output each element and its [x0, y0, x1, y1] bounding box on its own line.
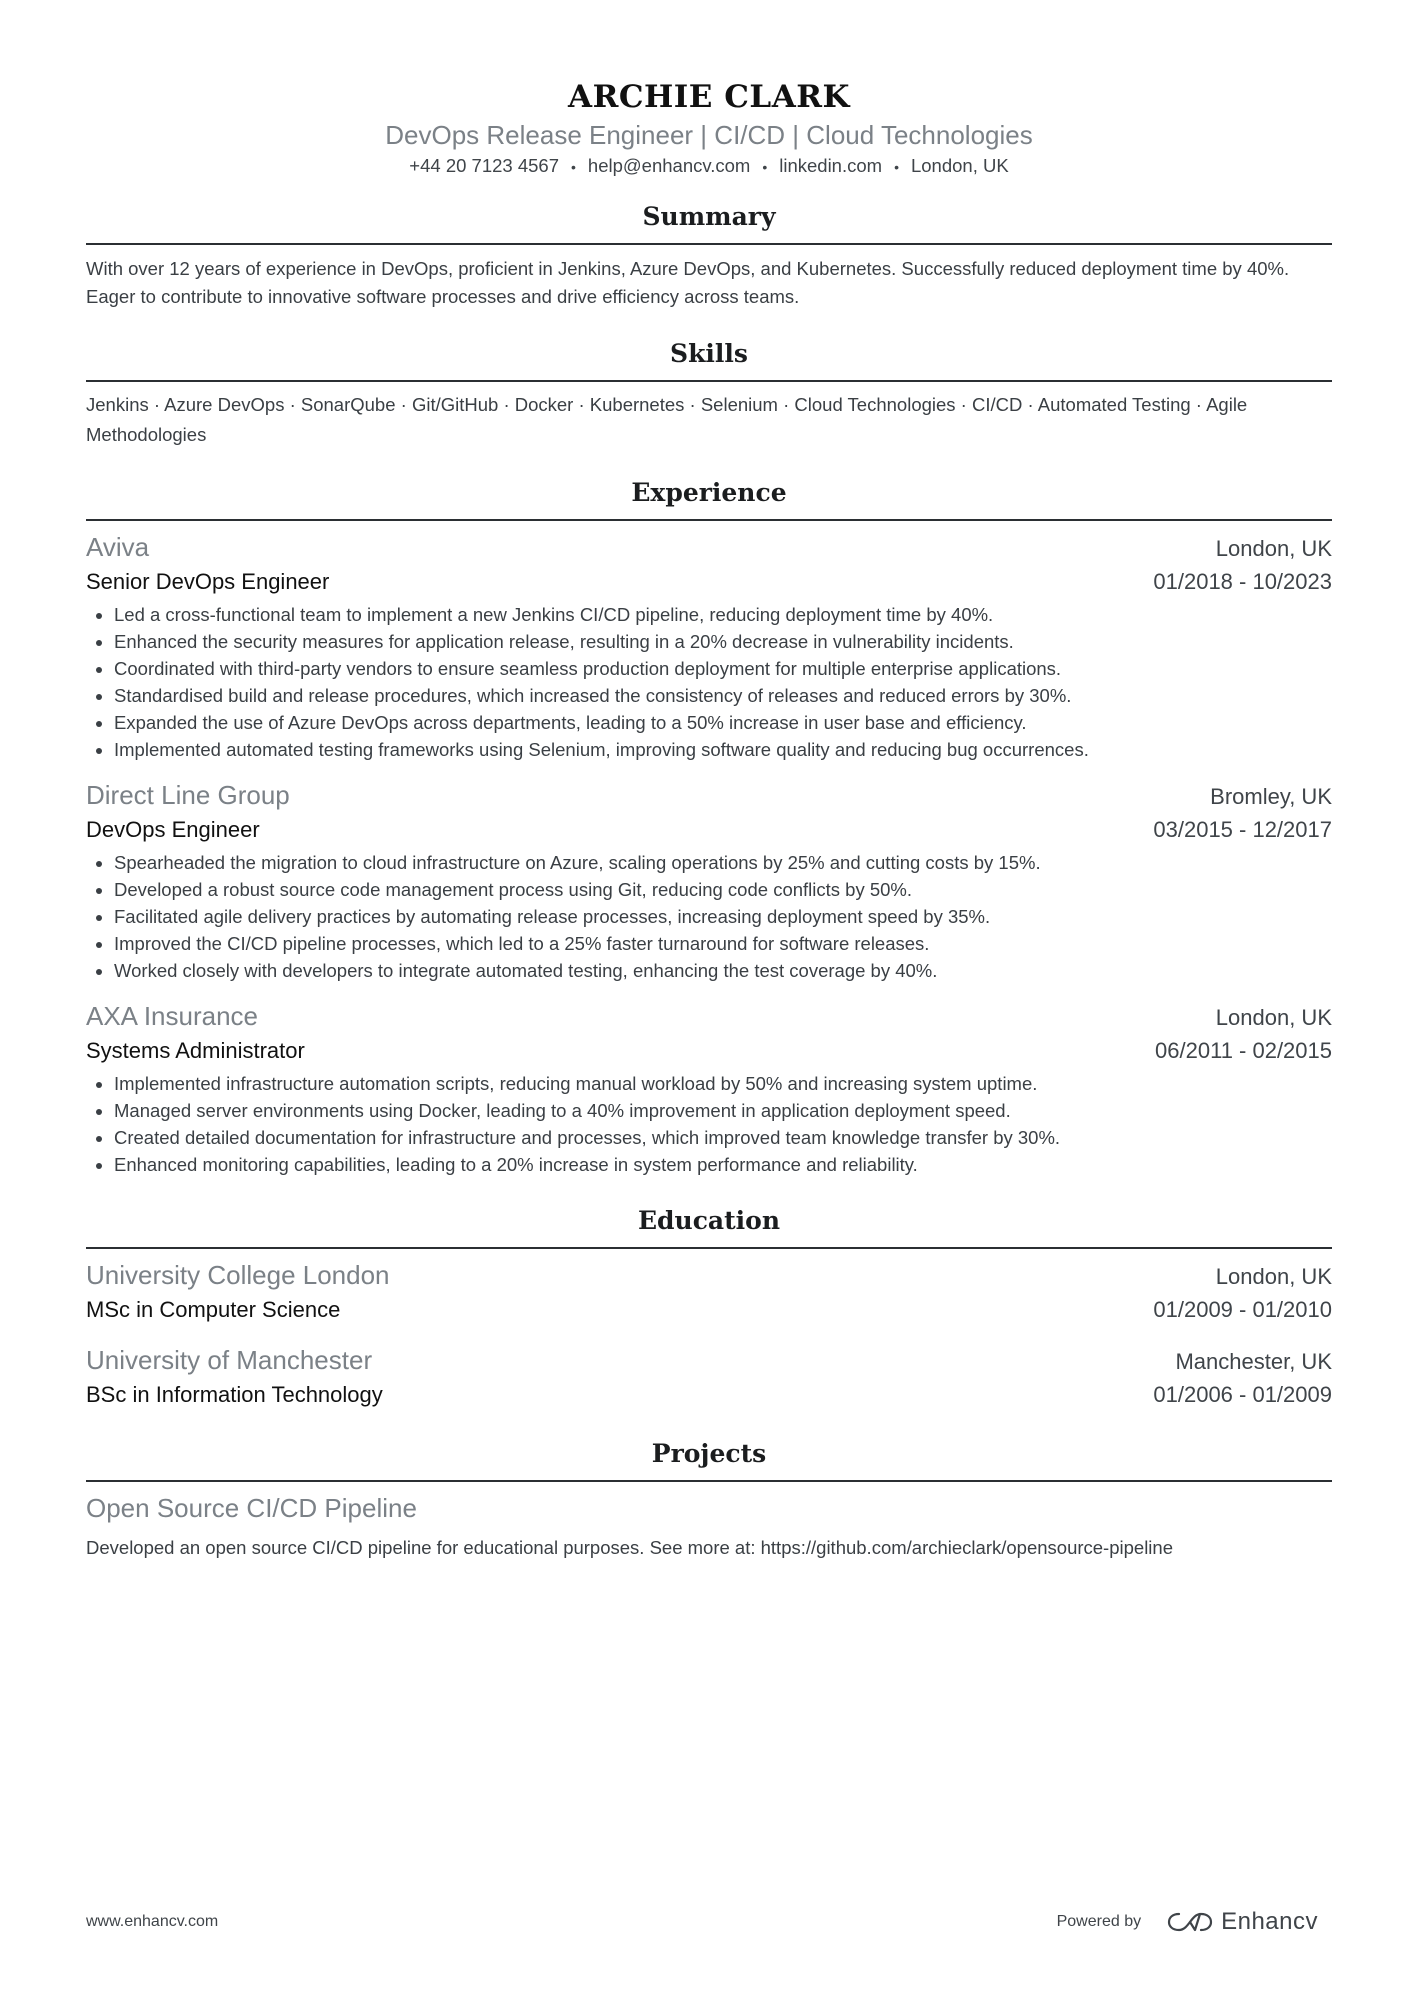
entry-dates: 01/2006 - 01/2009: [1153, 1382, 1332, 1408]
achievement-item: • Implemented automated testing frameworks using Selenium, improving software quality and reducing bug occurrences.: [114, 736, 1332, 763]
entry-location: London, UK: [1215, 1005, 1332, 1031]
candidate-name: ARCHIE CLARK: [568, 79, 850, 115]
school-name: University College London: [86, 1260, 390, 1291]
achievement-item: • Expanded the use of Azure DevOps across departments, leading to a 50% increase in user base and efficiency.: [114, 709, 1332, 736]
company-name: Direct Line Group: [86, 780, 290, 811]
degree-name: BSc in Information Technology: [86, 1382, 383, 1408]
skills-section: [86, 337, 1332, 450]
achievement-item: • Standardised build and release procedures, which increased the consistency of releases and reduced errors by 30%.: [114, 682, 1332, 709]
separator-dot: •: [894, 159, 899, 176]
phone-text: +44 20 7123 4567: [409, 155, 559, 176]
enhancv-brand[interactable]: [1167, 1908, 1318, 1936]
project-name: Open Source CI/CD Pipeline: [86, 1493, 417, 1524]
project-entry: [86, 1490, 1332, 1562]
email-link[interactable]: help@enhancv.com: [587, 155, 751, 176]
experience-section: [86, 476, 1332, 1178]
school-name: University of Manchester: [86, 1345, 373, 1376]
entry-role-row: [86, 1379, 1332, 1411]
experience-entry: [86, 529, 1332, 763]
footer-website-link[interactable]: www.enhancv.com: [86, 1913, 219, 1930]
location-text: London, UK: [910, 155, 1009, 176]
skills-text: Jenkins · Azure DevOps · SonarQube · Git/GitHub · Docker · Kubernetes · Selenium · Cloud Technologies · CI/CD · Automated Testing · Agile Methodologies: [86, 394, 1248, 446]
company-name: Aviva: [86, 532, 150, 563]
achievement-item: • Led a cross-functional team to implement a new Jenkins CI/CD pipeline, reducing deployment time by 40%.: [114, 601, 1332, 628]
entry-dates: 01/2018 - 10/2023: [1153, 569, 1332, 595]
education-section: [86, 1204, 1332, 1411]
entry-location: London, UK: [1215, 536, 1332, 562]
entry-header-row: [86, 1342, 1332, 1379]
section-title-skills: Skills: [86, 337, 1332, 382]
achievement-list: [86, 849, 1332, 984]
section-title-experience: Experience: [86, 476, 1332, 521]
achievement-item: • Facilitated agile delivery practices by automating release processes, increasing deployment speed by 35%.: [114, 903, 1332, 930]
entry-location: Bromley, UK: [1210, 784, 1332, 810]
achievement-item: • Worked closely with developers to integrate automated testing, enhancing the test coverage by 40%.: [114, 957, 1332, 984]
linkedin-link[interactable]: linkedin.com: [779, 155, 883, 176]
contact-line: [86, 153, 1332, 180]
entry-header-row: [86, 998, 1332, 1035]
entry-header-row: [86, 1257, 1332, 1294]
job-title: Senior DevOps Engineer: [86, 569, 330, 595]
achievement-item: • Spearheaded the migration to cloud infrastructure on Azure, scaling operations by 25% and cutting costs by 15%.: [114, 849, 1332, 876]
entry-location: London, UK: [1215, 1264, 1332, 1290]
resume-page: [86, 0, 1332, 1562]
achievement-item: • Implemented infrastructure automation scripts, reducing manual workload by 50% and increasing system uptime.: [114, 1070, 1332, 1097]
job-title: Systems Administrator: [86, 1038, 305, 1064]
entry-role-row: [86, 566, 1332, 598]
achievement-item: • Developed a robust source code management process using Git, reducing code conflicts by 50%.: [114, 876, 1332, 903]
job-title: DevOps Engineer: [86, 817, 260, 843]
entry-header-row: [86, 777, 1332, 814]
entry-dates: 06/2011 - 02/2015: [1155, 1038, 1332, 1064]
achievement-item: • Enhanced monitoring capabilities, leading to a 20% increase in system performance and reliability.: [114, 1151, 1332, 1178]
achievement-item: • Improved the CI/CD pipeline processes, which led to a 25% faster turnaround for software releases.: [114, 930, 1332, 957]
project-description: Developed an open source CI/CD pipeline for educational purposes. See more at: https://github.com/archieclark/opensource-pipeline: [86, 1537, 1173, 1559]
entry-role-row: [86, 814, 1332, 846]
projects-section: [86, 1437, 1332, 1562]
section-title-summary: Summary: [86, 200, 1332, 245]
entry-dates: 01/2009 - 01/2010: [1153, 1297, 1332, 1323]
achievement-item: • Managed server environments using Docker, leading to a 40% improvement in application deployment speed.: [114, 1097, 1332, 1124]
company-name: AXA Insurance: [86, 1001, 258, 1032]
achievement-item: • Created detailed documentation for infrastructure and processes, which improved team knowledge transfer by 30%.: [114, 1124, 1332, 1151]
summary-section: [86, 200, 1332, 311]
resume-header: [86, 0, 1332, 180]
achievement-list: [86, 601, 1332, 763]
entry-role-row: [86, 1035, 1332, 1067]
separator-dot: •: [571, 159, 576, 176]
page-footer: [86, 1908, 1318, 1936]
enhancv-brand-name: Enhancv: [1221, 1908, 1318, 1935]
education-entry: [86, 1342, 1332, 1411]
entry-header-row: [86, 529, 1332, 566]
entry-dates: 03/2015 - 12/2017: [1153, 817, 1332, 843]
enhancv-logo-icon: [1167, 1910, 1213, 1934]
separator-dot: •: [762, 159, 768, 176]
achievement-item: • Coordinated with third-party vendors to ensure seamless production deployment for multiple enterprise applications.: [114, 655, 1332, 682]
achievement-item: • Enhanced the security measures for application release, resulting in a 20% decrease in vulnerability incidents.: [114, 628, 1332, 655]
section-title-education: Education: [86, 1204, 1332, 1249]
section-title-projects: Projects: [86, 1437, 1332, 1482]
candidate-headline: DevOps Release Engineer | CI/CD | Cloud Technologies: [385, 120, 1033, 150]
experience-entry: [86, 998, 1332, 1178]
entry-role-row: [86, 1294, 1332, 1326]
experience-entry: [86, 777, 1332, 984]
education-entry: [86, 1257, 1332, 1326]
powered-by: [1057, 1908, 1318, 1936]
entry-location: Manchester, UK: [1175, 1349, 1332, 1375]
summary-text: With over 12 years of experience in DevOps, proficient in Jenkins, Azure DevOps, and Kubernetes. Successfully reduced deployment time by 40%. Eager to contribute to innovative software processes and drive efficiency across teams.: [86, 258, 1290, 308]
powered-by-label: Powered by: [1056, 1913, 1142, 1930]
degree-name: MSc in Computer Science: [86, 1297, 341, 1323]
achievement-list: [86, 1070, 1332, 1178]
